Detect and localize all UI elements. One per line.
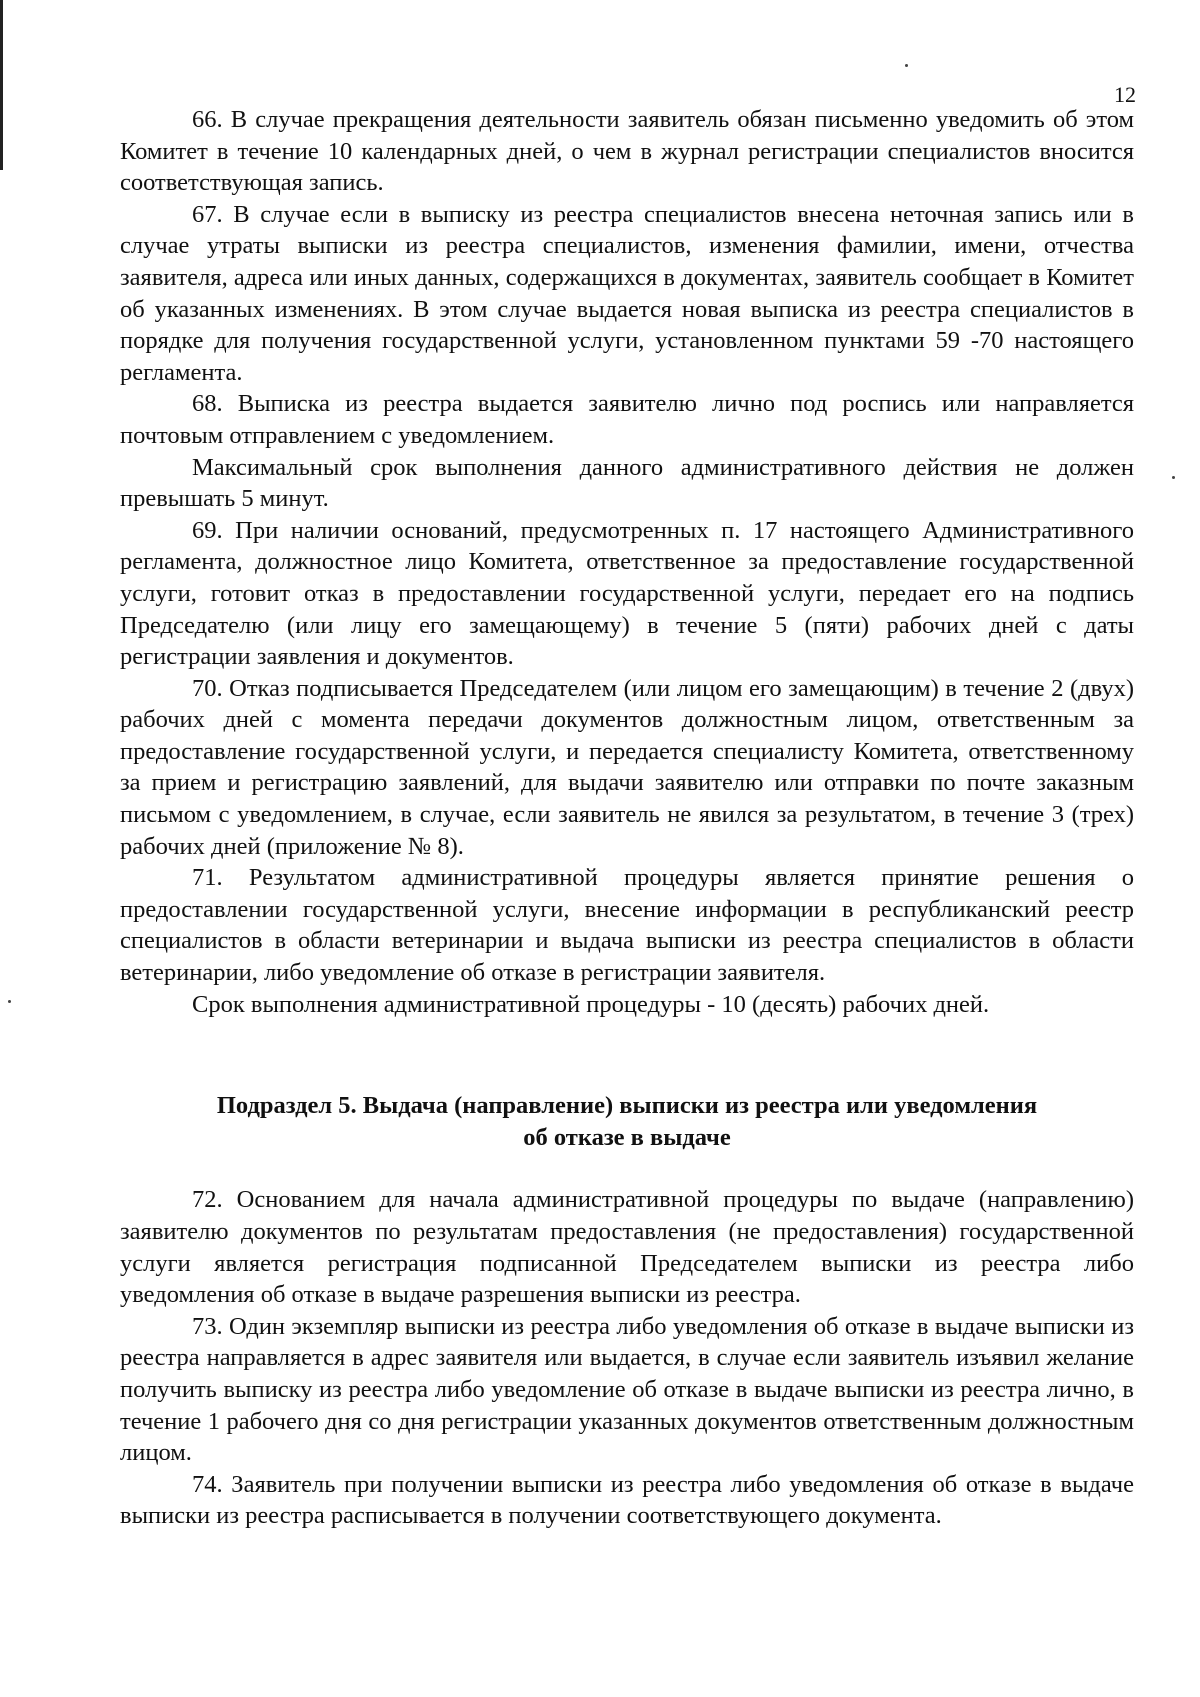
section-heading-line-1: Подраздел 5. Выдача (направление) выписки из реестра или уведомления	[216, 1092, 1038, 1120]
scan-speck	[1172, 476, 1175, 479]
paragraph-68-deadline: Максимальный срок выполнения данного административного действия не должен превышать 5 минут.	[120, 453, 1134, 513]
paragraph-69: 69. При наличии оснований, предусмотренных п. 17 настоящего Административного регламента, должностное лицо Комитета, ответственное за предоставление государственной услуги, готовит отказ в предоставлении государственной услуги, передает его на подпись Председателю (или лицу его замещающему) в течение 5 (пяти) рабочих дней с даты регистрации заявления и документов.	[120, 516, 1134, 671]
page-number: 12	[1114, 82, 1136, 107]
paragraph-66: 66. В случае прекращения деятельности заявитель обязан письменно уведомить об этом Комитет в течение 10 календарных дней, о чем в журнал регистрации специалистов вносится соответствующая запись.	[120, 106, 1134, 197]
paragraph-70: 70. Отказ подписывается Председателем (или лицом его замещающим) в течение 2 (двух) рабочих дней с момента передачи документов должностным лицом, ответственным за предоставление государственной услуги, и передается специалисту Комитета, ответственному за прием и регистрацию заявлений, для выдачи заявителю или отправки по почте заказным письмом с уведомлением, в случае, если заявитель не явился за результатом, в течение 3 (трех) рабочих дней (приложение № 8).	[120, 674, 1134, 860]
paragraph-71: 71. Результатом административной процедуры является принятие решения о предоставлении государственной услуги, внесение информации в республиканский реестр специалистов в области ветеринарии и выдача выписки из реестра специалистов в области ветеринарии, либо уведомление об отказе в регистрации заявителя.	[120, 864, 1134, 987]
scan-speck	[905, 64, 908, 67]
paragraph-73: 73. Один экземпляр выписки из реестра либо уведомления об отказе в выдаче выписки из реестра направляется в адрес заявителя или выдается, в случае если заявитель изъявил желание получить выписку из реестра либо уведомление об отказе в выдаче выписки из реестра лично, в течение 1 рабочего дня со дня регистрации указанных документов ответственным должностным лицом.	[120, 1312, 1134, 1467]
scan-edge-mark	[0, 0, 3, 170]
section-heading-line-2: об отказе в выдаче	[523, 1123, 731, 1151]
paragraph-67: 67. В случае если в выписку из реестра специалистов внесена неточная запись или в случае утраты выписки из реестра специалистов, изменения фамилии, имени, отчества заявителя, адреса или иных данных, содержащихся в документах, заявитель сообщает в Комитет об указанных изменениях. В этом случае выдается новая выписка из реестра специалистов в порядке для получения государственной услуги, установленном пунктами 59 -70 настоящего регламента.	[120, 200, 1134, 386]
paragraph-74: 74. Заявитель при получении выписки из реестра либо уведомления об отказе в выдаче выписки из реестра расписывается в получении соответствующего документа.	[120, 1470, 1134, 1530]
paragraph-68: 68. Выписка из реестра выдается заявителю лично под роспись или направляется почтовым отправлением с уведомлением.	[120, 390, 1134, 449]
paragraph-72: 72. Основанием для начала административной процедуры по выдаче (направлению) заявителю документов по результатам предоставления (не предоставления) государственной услуги является регистрация подписанной Председателем выписки из реестра либо уведомления об отказе в выдаче разрешения выписки из реестра.	[120, 1186, 1134, 1309]
section-heading	[120, 1090, 1134, 1153]
paragraph-71-deadline: Срок выполнения административной процедуры - 10 (десять) рабочих дней.	[192, 990, 990, 1018]
document-body	[120, 104, 1134, 1532]
scan-speck	[8, 1000, 11, 1003]
